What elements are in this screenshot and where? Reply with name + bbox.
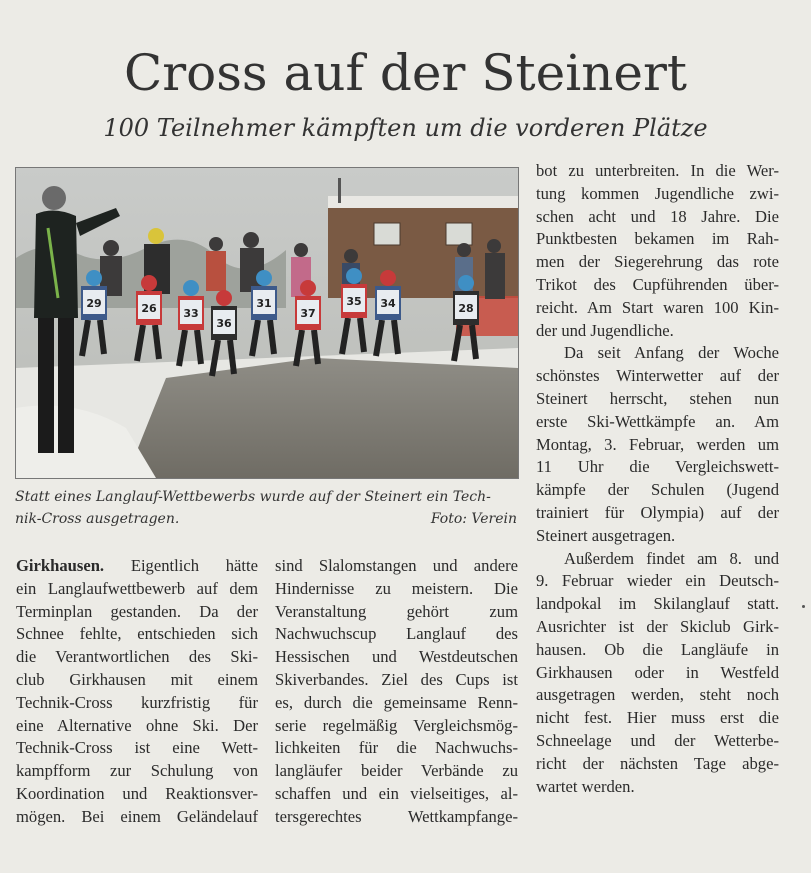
text-line: langläufer beider Verbände zu bbox=[275, 761, 518, 781]
text-line: Skiverbandes. Ziel des Cups ist bbox=[275, 669, 518, 689]
text-line: die Verantwortlichen des Ski- bbox=[16, 647, 258, 667]
text-line: Montag, 3. Februar, werden um bbox=[536, 434, 779, 454]
text-line: 9. Februar wieder ein Deutsch- bbox=[536, 571, 779, 591]
text-line: eine Alternative ohne Ski. Der bbox=[16, 715, 258, 735]
text-line: Technik-Cross kurzfristig für bbox=[16, 692, 258, 712]
text-line: tung kommen Jugendliche zwi- bbox=[536, 183, 779, 203]
text-line: Girkhausen oder in Westfeld bbox=[536, 662, 779, 682]
race-photo-illustration bbox=[16, 168, 518, 478]
photo-credit: Foto: Verein bbox=[430, 511, 517, 527]
subheadline: 100 Teilnehmer kämpften um die vorderen Plätze bbox=[103, 114, 708, 142]
article-column-1 bbox=[16, 555, 258, 829]
text-line: landpokal im Skilanglauf statt. bbox=[536, 594, 779, 614]
text-line: schönstes Winterwetter auf der bbox=[536, 366, 779, 386]
bib-number: 26 bbox=[141, 302, 157, 315]
text-line: Da seit Anfang der Woche bbox=[564, 343, 779, 363]
article-column-2 bbox=[275, 555, 518, 829]
text-line: Ausrichter ist der Skiclub Girk- bbox=[536, 616, 779, 636]
photo-caption bbox=[15, 486, 517, 530]
text-line: 11 Uhr die Vergleichswett- bbox=[536, 457, 779, 477]
bib-number: 28 bbox=[458, 302, 474, 315]
text-line: bot zu unterbreiten. In die Wer- bbox=[536, 161, 779, 180]
text-fragment: Eigentlich hätte bbox=[104, 556, 258, 575]
text-line: schen acht und 18 Jahre. Die bbox=[536, 206, 779, 226]
text-line: Steinert ausgetragen. bbox=[536, 525, 676, 545]
text-line: kämpfe der Schulen (Jugend bbox=[536, 480, 779, 500]
text-line: reicht. Am Start waren 100 Kin- bbox=[536, 297, 779, 317]
caption-line-1: Statt eines Langlauf-Wettbewerbs wurde auf der Steinert ein Tech- bbox=[15, 489, 491, 505]
text-line: ein Langlaufwettbewerb auf dem bbox=[16, 578, 258, 598]
bib-number: 35 bbox=[346, 295, 362, 308]
text-line: nicht fest. Hier muss erst die bbox=[536, 708, 779, 728]
bib-number: 37 bbox=[300, 307, 316, 320]
text-line: hausen. Ob die Langläufe in bbox=[536, 639, 779, 659]
race-photo bbox=[15, 167, 519, 479]
page-mark bbox=[802, 605, 805, 608]
text-line: ausgetragen werden, steht noch bbox=[536, 685, 779, 705]
text-line: serie regelmäßig Vergleichsmög- bbox=[275, 715, 518, 735]
text-line: Terminplan gestanden. Da der bbox=[16, 601, 258, 621]
text-line: club Girkhausen mit einem bbox=[16, 669, 258, 689]
text-line: mögen. Bei einem Geländelauf bbox=[16, 806, 258, 826]
bib-number: 36 bbox=[216, 317, 232, 330]
text-line: lichkeiten für die Nachwuchs- bbox=[275, 738, 518, 758]
text-line: kampfform zur Schulung von bbox=[16, 761, 258, 781]
caption-line-2: nik-Cross ausgetragen. bbox=[15, 511, 180, 527]
bib-number: 29 bbox=[86, 297, 102, 310]
text-line: Punktbesten bekamen im Rah- bbox=[536, 229, 779, 249]
text-line: Hindernisse zu meistern. Die bbox=[275, 578, 518, 598]
text-line: Schnee fehlte, entschieden sich bbox=[16, 624, 258, 644]
text-line: wartet werden. bbox=[536, 776, 635, 796]
text-line: erste Ski-Wettkämpfe an. Am bbox=[536, 411, 779, 431]
text-line: Schneelage und der Wetterbe- bbox=[536, 730, 779, 750]
text-line: Technik-Cross ist eine Wett- bbox=[16, 738, 258, 758]
article-column-3 bbox=[536, 160, 779, 798]
text-line: Hessischen und Westdeutschen bbox=[275, 647, 518, 667]
dateline: Girkhausen. bbox=[16, 556, 105, 575]
text-line: tersgerechtes Wettkampfange- bbox=[275, 806, 518, 826]
text-line bbox=[16, 555, 258, 578]
text-line: Außerdem findet am 8. und bbox=[564, 548, 779, 568]
text-line: trainiert für Olympia) auf der bbox=[536, 502, 779, 522]
text-line: Steinert herrscht, stehen nun bbox=[536, 388, 779, 408]
text-line: men der Siegerehrung das rote bbox=[536, 252, 779, 272]
bib-number: 34 bbox=[380, 297, 396, 310]
text-line: Veranstaltung gehört zum bbox=[275, 601, 518, 621]
text-line: schaffen und ein vielseitiges, al- bbox=[275, 783, 518, 803]
bib-number: 33 bbox=[183, 307, 199, 320]
text-line: richt der nächsten Tage abge- bbox=[536, 753, 779, 773]
headline: Cross auf der Steinert bbox=[124, 44, 687, 102]
text-line: Koordination und Reaktionsver- bbox=[16, 783, 258, 803]
text-line: Nachwuchscup Langlauf des bbox=[275, 624, 518, 644]
bib-number: 31 bbox=[256, 297, 272, 310]
text-line: sind Slalomstangen und andere bbox=[275, 556, 518, 575]
text-line: der und Jugendliche. bbox=[536, 320, 674, 340]
text-line: Trikot des Cupführenden über- bbox=[536, 274, 779, 294]
text-line: es, durch die gemeinsame Renn- bbox=[275, 692, 518, 712]
